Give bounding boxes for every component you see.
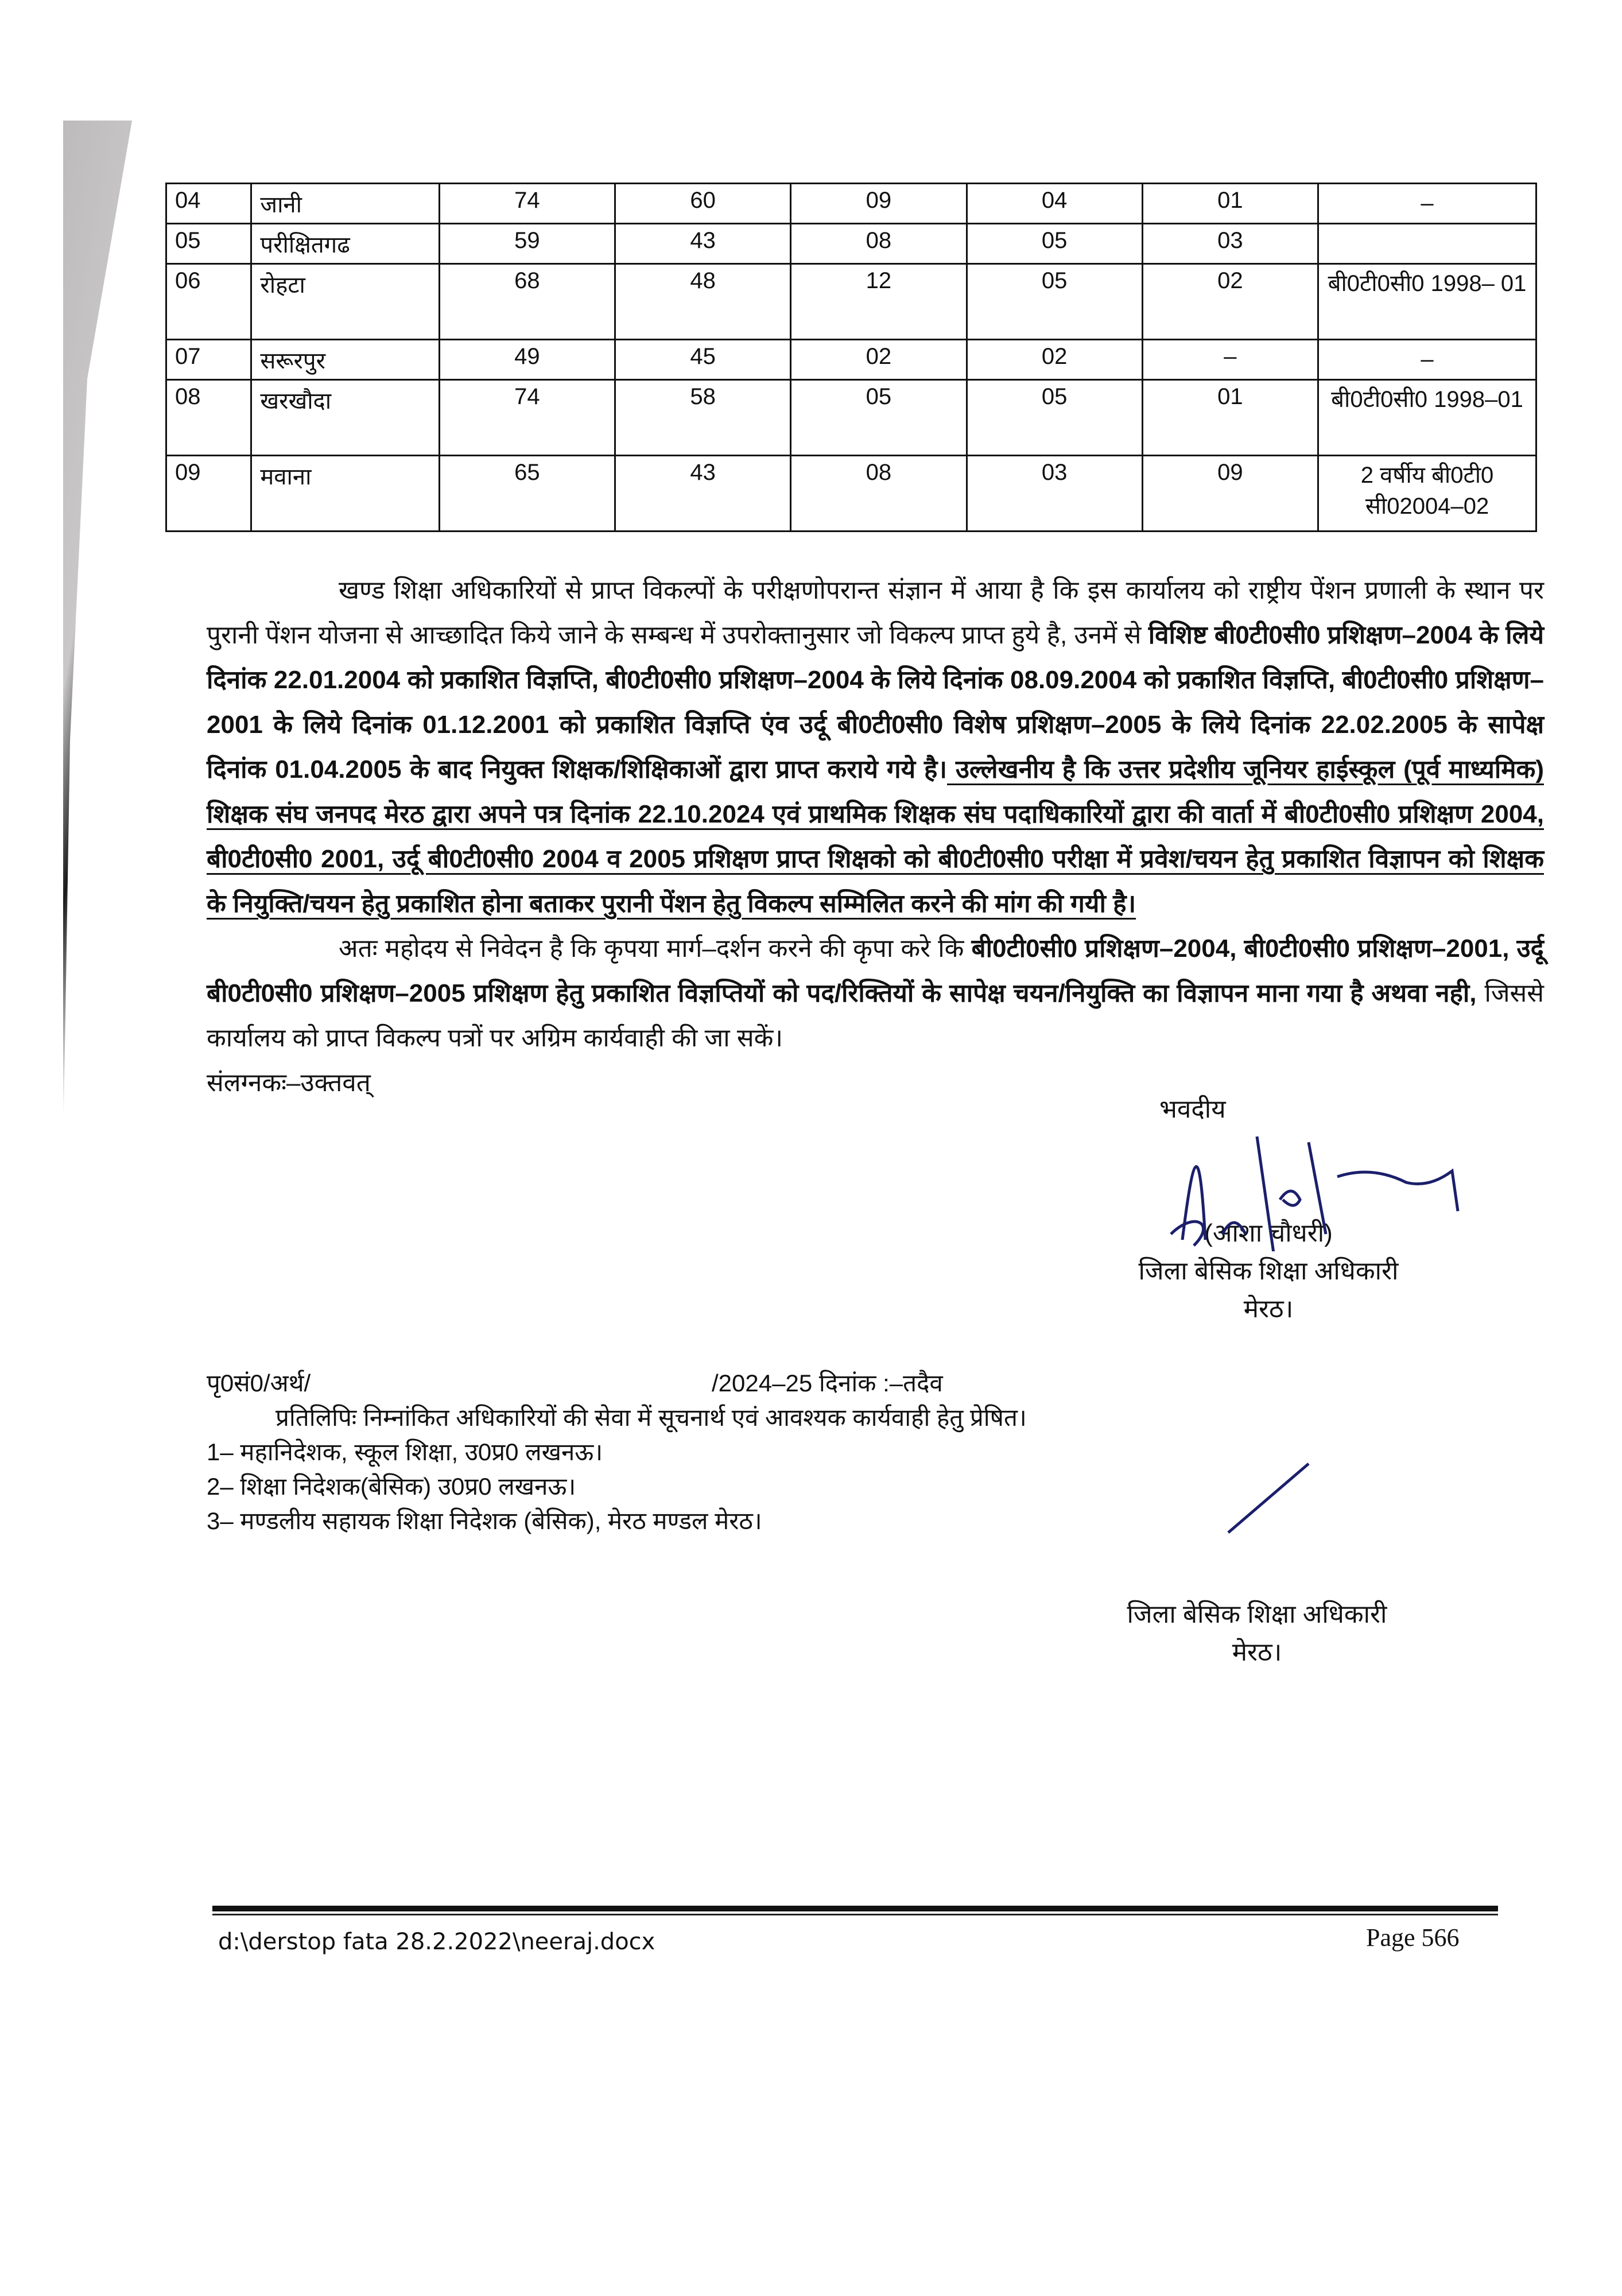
count-cell: 49: [439, 340, 615, 380]
footer-page-number: Page 566: [1366, 1923, 1460, 1952]
count-cell: 03: [1142, 224, 1318, 264]
signatory-place: मेरठ।: [1243, 1295, 1294, 1323]
reference-number: पृ0सं0/अर्थ/: [207, 1370, 311, 1397]
count-cell: 05: [967, 224, 1142, 264]
pen-stroke-icon: [1223, 1458, 1314, 1538]
table-row: [166, 184, 1536, 224]
count-cell: 58: [615, 380, 790, 456]
block-name-cell: मवाना: [251, 456, 439, 532]
serial-cell: 04: [166, 184, 251, 224]
count-cell: 59: [439, 224, 615, 264]
serial-cell: 06: [166, 264, 251, 340]
block-name-cell: खरखौदा: [251, 380, 439, 456]
para2-bold-text: बी0टी0सी0 प्रशिक्षण–2004, बी0टी0सी0 प्रशिक्षण–2001, उर्दू बी0टी0सी0 प्रशिक्षण–2005 प्रशिक्षण हेतु प्रकाशित विज्ञप्तियों को पद/रिक्तियों के सापेक्ष चयन/नियुक्ति का विज्ञापन माना गया है अथवा नही,: [207, 934, 1544, 1007]
count-cell: 05: [967, 264, 1142, 340]
copy-intro: प्रतिलिपिः निम्नांकित अधिकारियों की सेवा में सूचनार्थ एवं आवश्यक कार्यवाही हेतु प्रेषित।: [275, 1404, 1027, 1431]
block-name-cell: रोहटा: [251, 264, 439, 340]
remark-cell: 2 वर्षीय बी0टी0 सी02004–02: [1318, 456, 1536, 532]
remark-cell: –: [1318, 340, 1536, 380]
signatory-name: (आशा चौधरी): [1204, 1219, 1333, 1247]
table-row: [166, 224, 1536, 264]
count-cell: 45: [615, 340, 790, 380]
count-cell: 02: [967, 340, 1142, 380]
remark-cell: बी0टी0सी0 1998– 01: [1318, 264, 1536, 340]
signatory-place: मेरठ।: [1232, 1638, 1282, 1666]
count-cell: 43: [615, 456, 790, 532]
count-cell: 08: [791, 224, 967, 264]
count-cell: 01: [1142, 380, 1318, 456]
footer-file-path: d:\derstop fata 28.2.2022\neeraj.docx: [218, 1929, 655, 1955]
count-cell: 12: [791, 264, 967, 340]
footer-divider: [212, 1906, 1498, 1915]
enclosure-note: संलग्नकः–उक्तवत्: [207, 1069, 371, 1097]
count-cell: 05: [791, 380, 967, 456]
count-cell: 68: [439, 264, 615, 340]
para2-tail-text: जिससे कार्यालय को प्राप्त विकल्प पत्रों पर अग्रिम कार्यवाही की जा सकें।: [207, 979, 1544, 1052]
count-cell: –: [1142, 340, 1318, 380]
paragraph-1: [207, 568, 1544, 926]
para1-text: खण्ड शिक्षा अधिकारियों से प्राप्त विकल्पों के परीक्षणोपरान्त संज्ञान में आया है कि इस कार्यालय को राष्ट्रीय पेंशन प्रणाली के स्थान पर पुरानी पेंशन योजना से आच्छादित किये जाने के सम्बन्ध में उपरोक्तानुसार जो विकल्प प्राप्त हुये है, उनमें से: [207, 576, 1544, 649]
copy-recipient: 2– शिक्षा निदेशक(बेसिक) उ0प्र0 लखनऊ।: [207, 1473, 576, 1500]
serial-cell: 08: [166, 380, 251, 456]
count-cell: 02: [1142, 264, 1318, 340]
count-cell: 43: [615, 224, 790, 264]
count-cell: 74: [439, 380, 615, 456]
count-cell: 74: [439, 184, 615, 224]
block-name-cell: परीक्षितगढ: [251, 224, 439, 264]
count-cell: 60: [615, 184, 790, 224]
block-name-cell: सरूरपुर: [251, 340, 439, 380]
remark-cell: –: [1318, 184, 1536, 224]
table-row: [166, 264, 1536, 340]
table-row: [166, 340, 1536, 380]
block-name-cell: जानी: [251, 184, 439, 224]
remark-cell: [1318, 224, 1536, 264]
count-cell: 02: [791, 340, 967, 380]
signatory-designation: जिला बेसिक शिक्षा अधिकारी: [1127, 1600, 1387, 1628]
count-cell: 01: [1142, 184, 1318, 224]
signatory-block-2: [1079, 1596, 1435, 1671]
block-options-table: [165, 183, 1537, 532]
remark-cell: बी0टी0सी0 1998–01: [1318, 380, 1536, 456]
count-cell: 09: [791, 184, 967, 224]
scan-edge-shadow: [63, 121, 132, 1154]
count-cell: 03: [967, 456, 1142, 532]
serial-cell: 09: [166, 456, 251, 532]
closing-text: भवदीय: [1159, 1095, 1226, 1123]
handwritten-signature-icon: [1159, 1125, 1481, 1251]
count-cell: 09: [1142, 456, 1318, 532]
copy-to-block: [207, 1401, 1527, 1538]
para2-text: अतः महोदय से निवेदन है कि कृपया मार्ग–दर्शन करने की कृपा करे कि: [339, 934, 972, 963]
para1-underlined-text: उल्लेखनीय है कि उत्तर प्रदेशीय जूनियर हाईस्कूल (पूर्व माध्यमिक) शिक्षक संघ जनपद मेरठ द्वारा अपने पत्र दिनांक 22.10.2024 एवं प्राथमिक शिक्षक संघ पदाधिकारियों द्वारा की वार्ता में बी0टी0सी0 प्रशिक्षण 2004, बी0टी0सी0 2001, उर्दू बी0टी0सी0 2004 व 2005 प्रशिक्षण प्राप्त शिक्षको को बी0टी0सी0 परीक्षा में प्रवेश/चयन हेतु प्रकाशित विज्ञापन को शिक्षक के नियुक्ति/चयन हेतु प्रकाशित होना बताकर पुरानी पेंशन हेतु विकल्प सम्मिलित करने की मांग की गयी है।: [207, 755, 1544, 918]
paragraph-2: [207, 926, 1544, 1061]
signatory-designation: जिला बेसिक शिक्षा अधिकारी: [1138, 1257, 1399, 1285]
count-cell: 08: [791, 456, 967, 532]
copy-recipient: 3– मण्डलीय सहायक शिक्षा निदेशक (बेसिक), मेरठ मण्डल मेरठ।: [207, 1507, 762, 1534]
serial-cell: 05: [166, 224, 251, 264]
serial-cell: 07: [166, 340, 251, 380]
letter-body: [207, 568, 1544, 1106]
count-cell: 48: [615, 264, 790, 340]
table-row: [166, 380, 1536, 456]
copy-recipient: 1– महानिदेशक, स्कूल शिक्षा, उ0प्र0 लखनऊ।: [207, 1438, 603, 1465]
count-cell: 05: [967, 380, 1142, 456]
count-cell: 04: [967, 184, 1142, 224]
table-row: [166, 456, 1536, 532]
count-cell: 65: [439, 456, 615, 532]
para1-bold-text: विशिष्ट बी0टी0सी0 प्रशिक्षण–2004 के लिये दिनांक 22.01.2004 को प्रकाशित विज्ञप्ति, बी0टी0सी0 प्रशिक्षण–2004 के लिये दिनांक 08.09.2004 को प्रकाशित विज्ञप्ति, बी0टी0सी0 प्रशिक्षण–2001 के लिये दिनांक 01.12.2001 को प्रकाशित विज्ञप्ति एंव उर्दू बी0टी0सी0 विशेष प्रशिक्षण–2005 के लिये दिनांक 22.02.2005 के सापेक्ष दिनांक 01.04.2005 के बाद नियुक्त शिक्षक/शिक्षिकाओं द्वारा प्राप्त कराये गये है।: [207, 621, 1544, 784]
reference-date: /2024–25 दिनांक :–तदैव: [712, 1370, 943, 1397]
